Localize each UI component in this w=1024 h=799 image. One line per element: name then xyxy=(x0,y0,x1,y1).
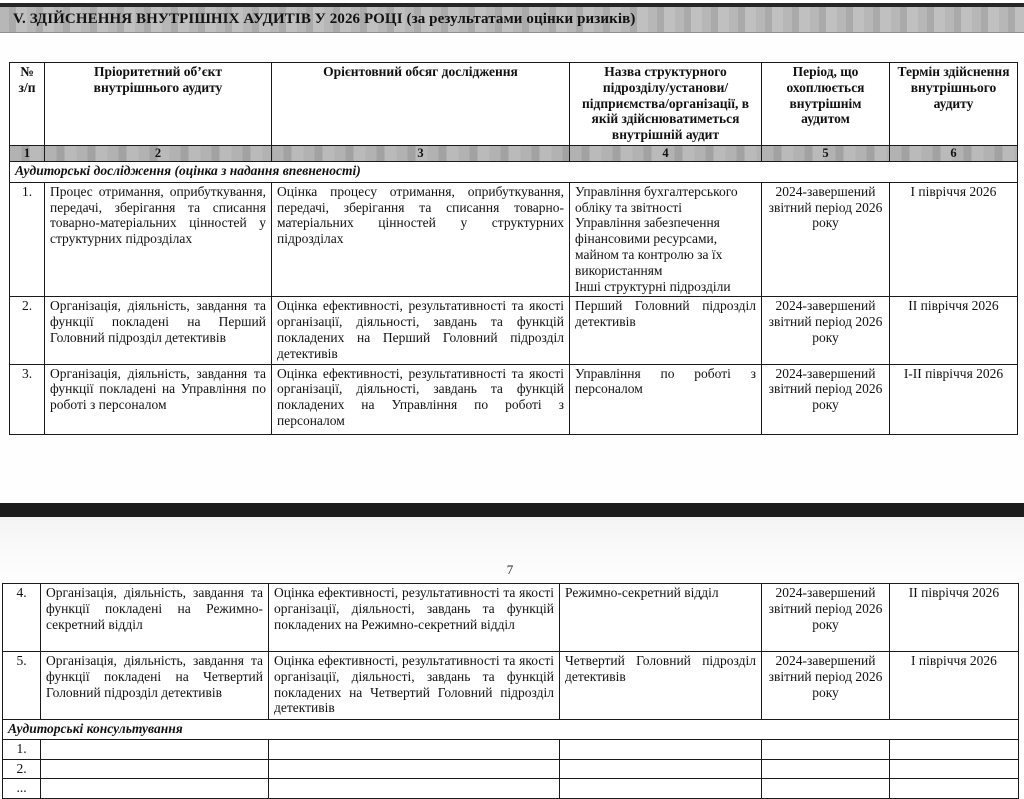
table-row xyxy=(3,584,1019,652)
empty-cell xyxy=(41,759,269,779)
document-title-band xyxy=(0,3,1024,33)
row-number-cell: 3. xyxy=(10,364,45,434)
col-header-priority-object: Пріоритетний об’єкт внутрішнього аудиту xyxy=(45,63,272,146)
unit-cell: Перший Головний підрозділ детективів xyxy=(570,297,762,364)
document-title: V. ЗДІЙСНЕННЯ ВНУТРІШНІХ АУДИТІВ У 2026 РОЦІ (за результатами оцінки ризиків) xyxy=(13,11,636,27)
col-header-unit: Назва структурного підрозділу/установи/ підприємства/організації, в якій здійснюватиметься внутрішній аудит xyxy=(570,63,762,146)
scope-cell: Оцінка ефективності, результативності та якості організації, діяльності, завдань та функцій покладених на Управління по роботі з персоналом xyxy=(272,364,570,434)
table-row xyxy=(10,182,1018,296)
empty-cell xyxy=(762,759,890,779)
term-cell: І півріччя 2026 xyxy=(890,652,1019,720)
column-number: 5 xyxy=(762,145,890,161)
empty-cell xyxy=(890,739,1019,759)
row-number-cell: 2. xyxy=(10,297,45,364)
empty-row xyxy=(3,759,1019,779)
table-row xyxy=(3,652,1019,720)
empty-cell xyxy=(560,759,762,779)
period-cell: 2024-завершений звітний період 2026 року xyxy=(762,182,890,296)
empty-cell xyxy=(560,739,762,759)
period-cell: 2024-завершений звітний період 2026 року xyxy=(762,652,890,720)
column-number-row xyxy=(10,145,1018,161)
scope-cell: Оцінка ефективності, результативності та якості організації, діяльності, завдань та функцій покладених на Режимно-секретний відділ xyxy=(269,584,560,652)
row-number-cell: 5. xyxy=(3,652,41,720)
column-number: 6 xyxy=(890,145,1018,161)
unit-cell: Управління по роботі з персоналом xyxy=(570,364,762,434)
col-header-num: № з/п xyxy=(10,63,45,146)
row-number-cell: ... xyxy=(3,779,41,799)
term-cell: І-ІІ півріччя 2026 xyxy=(890,364,1018,434)
empty-cell xyxy=(762,739,890,759)
audit-plan-table-page2 xyxy=(2,583,1019,799)
period-cell: 2024-завершений звітний період 2026 року xyxy=(762,584,890,652)
unit-line: Управління бухгалтерського обліку та звітності xyxy=(575,183,738,215)
header-row xyxy=(10,63,1018,146)
row-number-cell: 1. xyxy=(3,739,41,759)
empty-row xyxy=(3,739,1019,759)
empty-cell xyxy=(41,739,269,759)
unit-line: Інші структурні підрозділи xyxy=(575,278,731,294)
section-assurance-title: Аудиторські дослідження (оцінка з надання впевненості) xyxy=(10,161,1018,182)
empty-cell xyxy=(269,739,560,759)
column-number: 1 xyxy=(10,145,45,161)
scope-cell: Оцінка процесу отримання, оприбуткування, передачі, зберігання та списання товарно-матеріальних цінностей у структурних підрозділах xyxy=(272,182,570,296)
section-consulting-title: Аудиторські консультування xyxy=(3,720,1019,740)
column-number: 4 xyxy=(570,145,762,161)
unit-cell: Режимно-секретний відділ xyxy=(560,584,762,652)
column-number: 2 xyxy=(45,145,272,161)
priority-object-cell: Організація, діяльність, завдання та функції покладені на Режимно-секретний відділ xyxy=(41,584,269,652)
section-assurance-row xyxy=(10,161,1018,182)
empty-cell xyxy=(890,759,1019,779)
column-number: 3 xyxy=(272,145,570,161)
col-header-term: Термін здійснення внутрішнього аудиту xyxy=(890,63,1018,146)
term-cell: І півріччя 2026 xyxy=(890,182,1018,296)
period-cell: 2024-завершений звітний період 2026 року xyxy=(762,297,890,364)
row-number-cell: 1. xyxy=(10,182,45,296)
scope-cell: Оцінка ефективності, результативності та якості організації, діяльності, завдань та функцій покладених на Перший Головний підрозділ детективів xyxy=(272,297,570,364)
table-row xyxy=(10,297,1018,364)
term-cell: ІІ півріччя 2026 xyxy=(890,297,1018,364)
unit-cell xyxy=(570,182,762,296)
table-row xyxy=(10,364,1018,434)
unit-cell: Четвертий Головний підрозділ детективів xyxy=(560,652,762,720)
col-header-period: Період, що охоплюється внутрішнім аудитом xyxy=(762,63,890,146)
priority-object-cell: Організація, діяльність, завдання та функції покладені на Перший Головний підрозділ детективів xyxy=(45,297,272,364)
audit-plan-table-page1 xyxy=(9,62,1018,435)
scope-cell: Оцінка ефективності, результативності та якості організації, діяльності, завдань та функцій покладених на Четвертий Головний підрозділ детективів xyxy=(269,652,560,720)
term-cell: ІІ півріччя 2026 xyxy=(890,584,1019,652)
empty-cell xyxy=(269,759,560,779)
priority-object-cell: Організація, діяльність, завдання та функції покладені на Четвертий Головний підрозділ детективів xyxy=(41,652,269,720)
page-number: 7 xyxy=(506,562,514,577)
page-separator-bar xyxy=(0,503,1024,517)
col-header-scope: Орієнтовний обсяг дослідження xyxy=(272,63,570,146)
unit-line: Управління забезпечення фінансовими ресурсами, майном та контролю за їх використанням xyxy=(575,215,723,278)
priority-object-cell: Процес отримання, оприбуткування, передачі, зберігання та списання товарно-матеріальних цінностей у структурних підрозділах xyxy=(45,182,272,296)
section-consulting-row xyxy=(3,720,1019,740)
period-cell: 2024-завершений звітний період 2026 року xyxy=(762,364,890,434)
row-number-cell: 2. xyxy=(3,759,41,779)
row-number-cell: 4. xyxy=(3,584,41,652)
priority-object-cell: Організація, діяльність, завдання та функції покладені на Управління по роботі з персоналом xyxy=(45,364,272,434)
